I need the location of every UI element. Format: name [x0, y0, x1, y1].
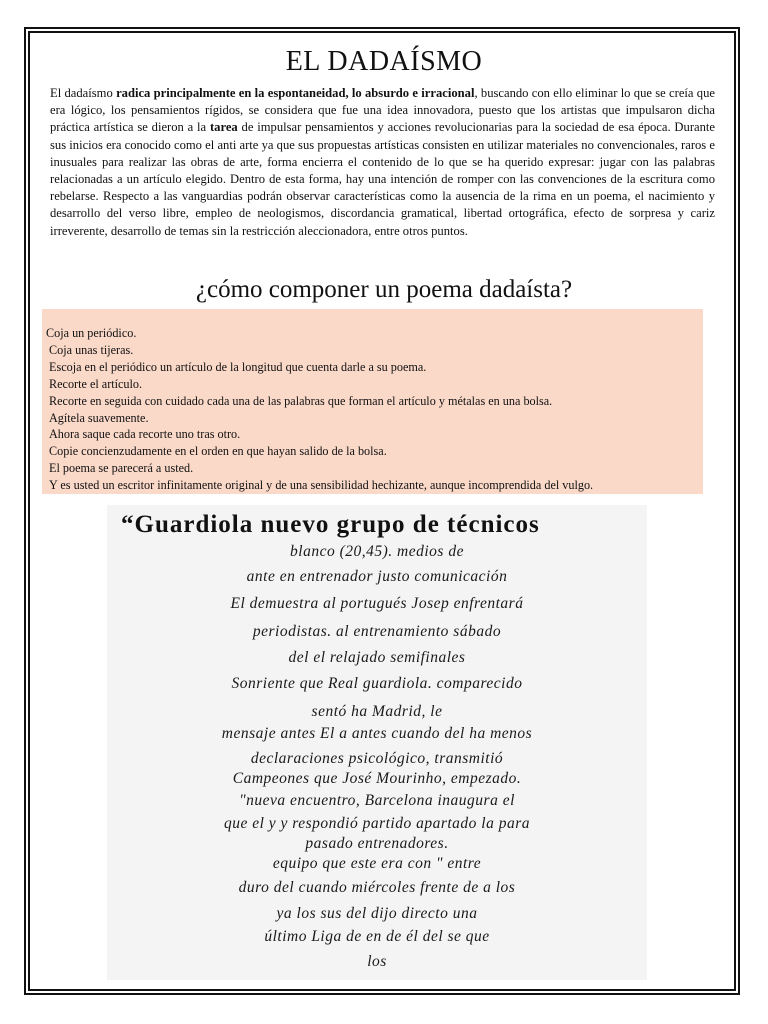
step-item: Ahora saque cada recorte uno tras otro.	[49, 427, 241, 442]
poem-line: mensaje antes El a antes cuando del ha menos	[221, 725, 533, 742]
steps-list	[46, 325, 593, 494]
step-item: Coja un periódico.	[46, 326, 137, 340]
poem-line: del el relajado semifinales	[288, 649, 466, 666]
poem-line: "nueva encuentro, Barcelona inaugura el	[239, 792, 515, 809]
poem-line: que el y y respondió partido apartado la para	[223, 815, 531, 832]
poem-line: ya los sus del dijo directo una	[276, 905, 478, 922]
intro-bold-1: radica principalmente en la espontaneidad, lo absurdo e irracional	[116, 86, 475, 100]
poem-line: Campeones que José Mourinho, empezado.	[232, 770, 522, 787]
intro-text-2: , buscando con ello eliminar lo que se creía que era lógico, los pensamientos rígidos, se considera que fue una idea innovadora, puesto que los artistas que impulsaron dicha práctica artística se dieron a la	[50, 86, 715, 135]
step-item: Copie concienzudamente en el orden en que hayan salido de la bolsa.	[49, 444, 387, 459]
poem-line: equipo que este era con " entre	[272, 855, 482, 872]
poem-line: sentó ha Madrid, le	[311, 703, 443, 720]
page-title: EL DADAÍSMO	[285, 46, 483, 77]
intro-bold-2: tarea	[209, 120, 238, 135]
poem-line: los	[367, 953, 387, 970]
intro-paragraph	[50, 85, 715, 240]
intro-text-1: El dadaísmo	[50, 86, 117, 100]
poem-line: ante en entrenador justo comunicación	[246, 568, 508, 585]
step-item: Agítela suavemente.	[49, 410, 149, 425]
step-item: El poema se parecerá a usted.	[49, 461, 194, 476]
step-item: Escoja en el periódico un artículo de la longitud que cuenta darle a su poema.	[49, 359, 427, 374]
step-item: Recorte en seguida con cuidado cada una de las palabras que forman el artículo y métalas en una bolsa.	[49, 393, 553, 408]
poem-line: periodistas. al entrenamiento sábado	[252, 623, 502, 640]
section-subtitle: ¿cómo componer un poema dadaísta?	[195, 276, 573, 303]
poem-headline: “Guardiola nuevo grupo de técnicos	[121, 511, 540, 538]
step-item: Coja unas tijeras.	[49, 342, 134, 357]
poem-line: último Liga de en de él del se que	[264, 928, 490, 945]
step-item: Y es usted un escritor infinitamente original y de una sensibilidad hechizante, aunque incomprendida del vulgo.	[49, 478, 594, 493]
poem-line: pasado entrenadores.	[305, 835, 449, 852]
poem-line: blanco (20,45). medios de	[290, 543, 464, 560]
poem-line: declaraciones psicológico, transmitió	[250, 750, 504, 767]
poem-line: Sonriente que Real guardiola. comparecido	[231, 675, 523, 692]
step-item: Recorte el artículo.	[49, 376, 143, 391]
dadaist-poem-image	[107, 505, 647, 980]
poem-line: El demuestra al portugués Josep enfrentará	[230, 595, 524, 612]
poem-line: duro del cuando miércoles frente de a los	[238, 879, 516, 896]
intro-text-3: de impulsar pensamientos y acciones revolucionarias para la sociedad de esa época. Durante sus inicios era conocido como el anti arte ya que sus propuestas artísticas consisten en utilizar materiales no convencionales, raros e inusuales para realizar las obras de arte, forma encierra el contenido de lo que se ha querido expresar: jugar con las palabras relacionadas a un artículo elegido. Dentro de esta forma, hay una intención de romper con las convenciones de la escritura como rebelarse. Respecto a las vanguardias podrán observar características como la ausencia de la rima en un poema, el nacimiento y desarrollo del verso libre, empleo de neologismos, discordancia gramatical, libertad ortográfica, efecto de sorpresa y cariz irreverente, desarrollo de temas sin la restricción aleccionadora, entre otros puntos.	[50, 120, 715, 238]
